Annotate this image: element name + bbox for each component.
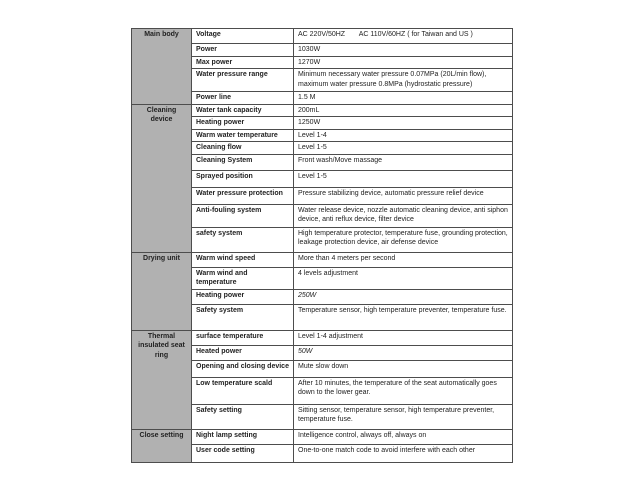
category-cell-main-body: Main body <box>132 29 192 105</box>
value-cell: Sitting sensor, temperature sensor, high temperature preventer, temperature fuse. <box>294 404 513 429</box>
value-cell: 1030W <box>294 44 513 57</box>
parameter-cell: Heating power <box>192 117 294 130</box>
value-cell: Level 1-5 <box>294 142 513 155</box>
value-cell: Level 1-4 adjustment <box>294 330 513 345</box>
table-row <box>132 429 513 444</box>
value-cell: One-to-one match code to avoid interfere with each other <box>294 444 513 462</box>
parameter-cell: Low temperature scald <box>192 377 294 404</box>
value-cell: 4 levels adjustment <box>294 267 513 289</box>
table-row <box>132 330 513 345</box>
parameter-cell: Cleaning flow <box>192 142 294 155</box>
parameter-cell: Warm water temperature <box>192 129 294 142</box>
parameter-cell: Water pressure protection <box>192 187 294 204</box>
value-cell: Intelligence control, always off, always on <box>294 429 513 444</box>
category-cell-drying-unit: Drying unit <box>132 252 192 330</box>
parameter-cell: safety system <box>192 227 294 252</box>
value-cell: Level 1-4 <box>294 129 513 142</box>
category-cell-close-setting: Close setting <box>132 429 192 462</box>
value-cell: Temperature sensor, high temperature preventer, temperature fuse. <box>294 304 513 330</box>
parameter-cell: Heated power <box>192 345 294 360</box>
table-row <box>132 252 513 267</box>
value-cell: 1250W <box>294 117 513 130</box>
value-cell: After 10 minutes, the temperature of the seat automatically goes down to the lower gear. <box>294 377 513 404</box>
parameter-cell: Night lamp setting <box>192 429 294 444</box>
value-cell: Front wash/Move massage <box>294 154 513 170</box>
category-cell-cleaning-device: Cleaning device <box>132 104 192 252</box>
value-cell: Level 1-5 <box>294 170 513 187</box>
value-cell: 200mL <box>294 104 513 117</box>
value-cell: Pressure stabilizing device, automatic pressure relief device <box>294 187 513 204</box>
parameter-cell: Cleaning System <box>192 154 294 170</box>
parameter-cell: Warm wind and temperature <box>192 267 294 289</box>
specification-table <box>131 28 513 463</box>
parameter-cell: Opening and closing device <box>192 360 294 377</box>
parameter-cell: Water pressure range <box>192 69 294 92</box>
parameter-cell: Safety setting <box>192 404 294 429</box>
value-cell: High temperature protector, temperature fuse, grounding protection, leakage protection device, air defense device <box>294 227 513 252</box>
table-row <box>132 29 513 44</box>
value-cell: 1.5 M <box>294 92 513 105</box>
value-cell: 250W <box>294 289 513 304</box>
parameter-cell: Warm wind speed <box>192 252 294 267</box>
category-cell-thermal-insulated-seat-ring: Thermal insulated seat ring <box>132 330 192 429</box>
parameter-cell: surface temperature <box>192 330 294 345</box>
parameter-cell: User code setting <box>192 444 294 462</box>
parameter-cell: Voltage <box>192 29 294 44</box>
parameter-cell: Safety system <box>192 304 294 330</box>
value-cell: Mute slow down <box>294 360 513 377</box>
parameter-cell: Water tank capacity <box>192 104 294 117</box>
value-cell: Water release device, nozzle automatic cleaning device, anti siphon device, anti reflux device, filter device <box>294 204 513 227</box>
spec-table-container <box>131 28 513 463</box>
value-cell: AC 220V/50HZ AC 110V/60HZ ( for Taiwan and US ) <box>294 29 513 44</box>
value-cell: More than 4 meters per second <box>294 252 513 267</box>
value-cell: 50W <box>294 345 513 360</box>
value-cell: 1270W <box>294 56 513 69</box>
parameter-cell: Sprayed position <box>192 170 294 187</box>
parameter-cell: Heating power <box>192 289 294 304</box>
parameter-cell: Power <box>192 44 294 57</box>
parameter-cell: Power line <box>192 92 294 105</box>
parameter-cell: Anti-fouling system <box>192 204 294 227</box>
spec-table-body <box>132 29 513 463</box>
parameter-cell: Max power <box>192 56 294 69</box>
table-row <box>132 104 513 117</box>
value-cell: Minimum necessary water pressure 0.07MPa (20L/min flow), maximum water pressure 0.8MPa (hydrostatic pressure) <box>294 69 513 92</box>
